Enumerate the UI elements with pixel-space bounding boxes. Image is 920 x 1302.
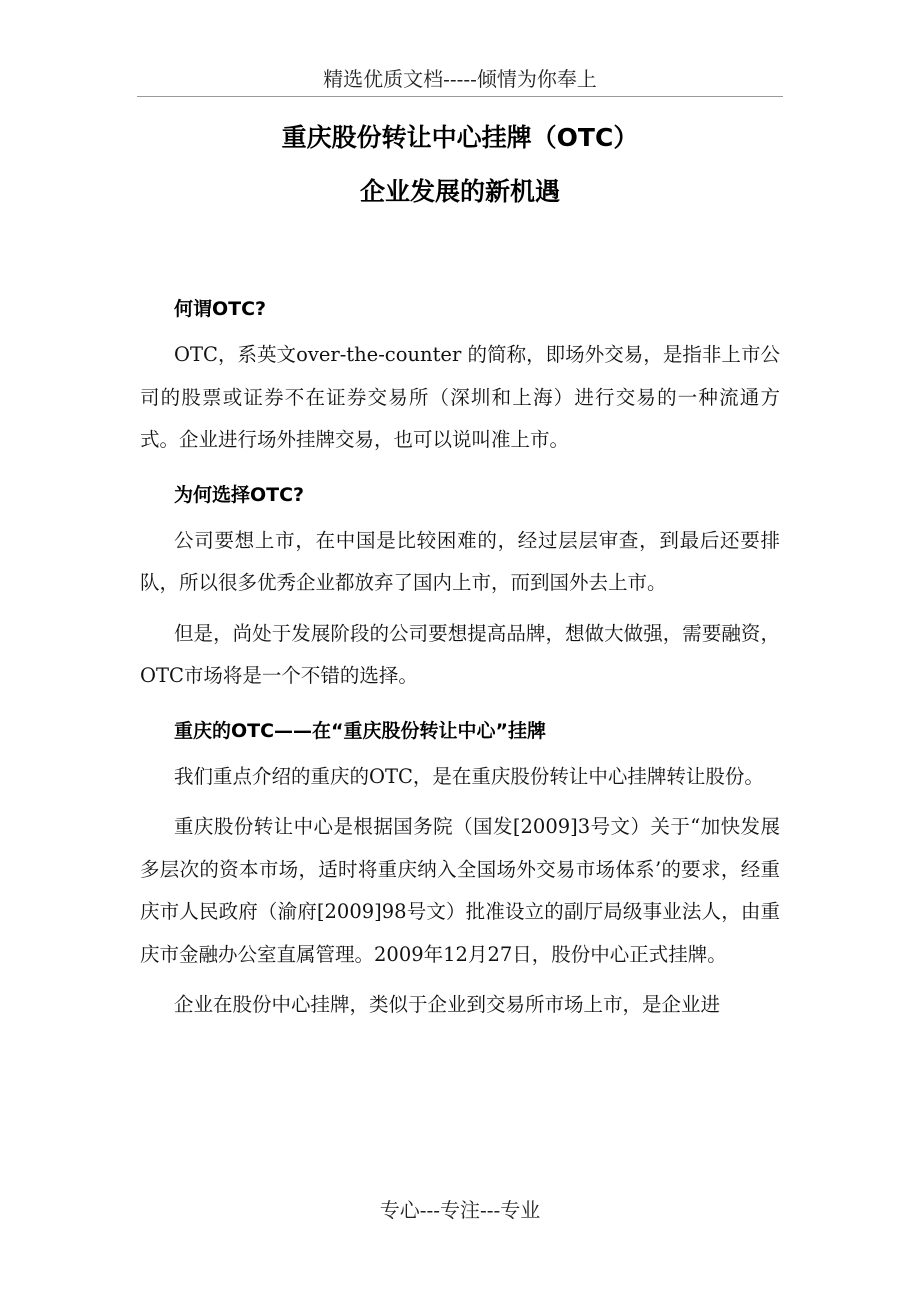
page-footer: 专心---专注---专业 [379, 1198, 541, 1222]
section-heading-why-otc: 为何选择OTC? [174, 483, 305, 506]
section-heading-chongqing-otc: 重庆的OTC——在“重庆股份转让中心”挂牌 [174, 719, 547, 742]
paragraph-chongqing-intro: 我们重点介绍的重庆的OTC，是在重庆股份转让中心挂牌转让股份。 [174, 764, 764, 788]
document-title-line-1: 重庆股份转让中心挂牌（OTC） [281, 123, 639, 152]
document-body [140, 284, 780, 1024]
paragraph-listing-comparison: 企业在股份中心挂牌，类似于企业到交易所市场上市，是企业进 [174, 993, 721, 1016]
paragraph-listing-difficulty: 公司要想上市，在中国是比较困难的，经过层层审查，到最后还要排队，所以很多优秀企业都放弃了国内上市，而到国外去上市。 [140, 528, 780, 594]
paragraph-center-background: 重庆股份转让中心是根据国务院（国发[2009]3号文）关于“加快发展多层次的资本市场，适时将重庆纳入全国场外交易市场体系’的要求，经重庆市人民政府（渝府[2009]98号文）批准设立的副厅局级事业法人，由重庆市金融办公室直属管理。2009年12月27日，股份中心正式挂牌。 [140, 815, 780, 966]
paragraph-otc-choice: 但是，尚处于发展阶段的公司要想提高品牌，想做大做强，需要融资，OTC市场将是一个不错的选择。 [140, 621, 780, 687]
document-title-line-2: 企业发展的新机遇 [359, 177, 560, 206]
section-heading-what-is-otc: 何谓OTC? [174, 298, 267, 320]
paragraph-otc-definition: OTC，系英文over-the-counter 的简称，即场外交易，是指非上市公司的股票或证券不在证券交易所（深圳和上海）进行交易的一种流通方式。企业进行场外挂牌交易，也可以说叫准上市。 [140, 343, 780, 451]
page-header: 精选优质文档-----倾情为你奉上 [137, 62, 783, 97]
